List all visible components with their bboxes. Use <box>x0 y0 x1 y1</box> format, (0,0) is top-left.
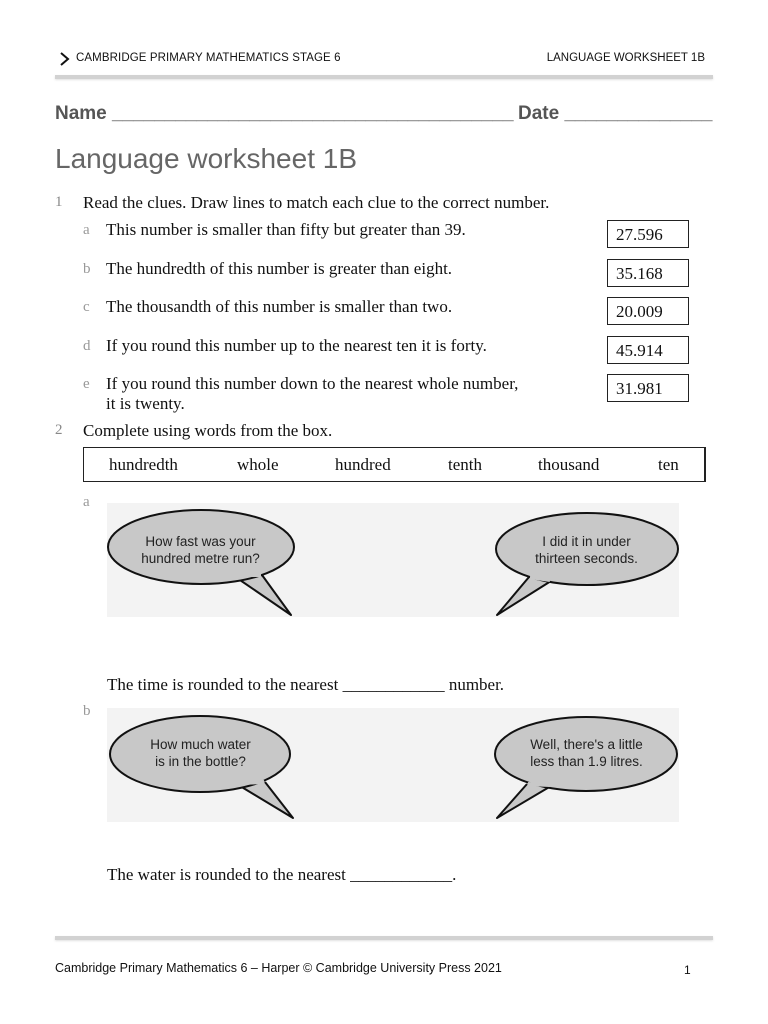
clue-b-letter: b <box>83 261 91 277</box>
clue-e-text-continued: it is twenty. <box>106 394 185 413</box>
clue-e-letter: e <box>83 376 90 392</box>
header-worksheet-label: LANGUAGE WORKSHEET 1B <box>546 52 705 64</box>
header-divider <box>55 75 713 79</box>
question-2-instruction: Complete using words from the box. <box>83 421 333 440</box>
part-a-sentence: The time is rounded to the nearest ____________ number. <box>107 675 505 694</box>
chevron-right-icon <box>58 51 72 67</box>
clue-b-text: The hundredth of this number is greater than eight. <box>106 259 453 278</box>
clue-c-letter: c <box>83 299 90 315</box>
word-box-item: ten <box>658 455 679 474</box>
header-series-title: CAMBRIDGE PRIMARY MATHEMATICS STAGE 6 <box>76 52 341 64</box>
speech-scene-b <box>107 708 679 822</box>
word-box-item: whole <box>237 455 279 474</box>
speech-scene-a <box>107 503 679 617</box>
word-box-item: hundred <box>335 455 391 474</box>
question-2-number: 2 <box>55 422 63 438</box>
question-1-number: 1 <box>55 194 63 210</box>
name-field-line: Name ______________________________________ <box>55 103 514 124</box>
speech-bubble-right-text: I did it in under thirteen seconds. <box>535 534 638 566</box>
speech-bubble-right-text: Well, there's a little less than 1.9 litres. <box>530 737 643 769</box>
footer-copyright: Cambridge Primary Mathematics 6 – Harper © Cambridge University Press 2021 <box>55 961 502 975</box>
question-1-instruction: Read the clues. Draw lines to match each clue to the correct number. <box>83 193 550 212</box>
number-box: 20.009 <box>607 297 689 325</box>
clue-e-text: If you round this number down to the nearest whole number, <box>106 374 519 393</box>
word-box-item: hundredth <box>109 455 178 474</box>
part-b-sentence: The water is rounded to the nearest ____________. <box>107 865 457 884</box>
clue-a-letter: a <box>83 222 90 238</box>
clue-c-text: The thousandth of this number is smaller than two. <box>106 297 453 316</box>
number-box: 35.168 <box>607 259 689 287</box>
speech-bubble-left-text: How fast was your hundred metre run? <box>141 534 260 566</box>
word-box-item: tenth <box>448 455 482 474</box>
speech-bubble-left-text: How much water is in the bottle? <box>150 737 251 769</box>
page-number: 1 <box>684 963 691 977</box>
clue-d-text: If you round this number up to the nearest ten it is forty. <box>106 336 487 355</box>
part-b-letter: b <box>83 703 91 719</box>
clue-a-text: This number is smaller than fifty but greater than 39. <box>106 220 466 239</box>
date-field-line: Date ______________ <box>518 103 713 124</box>
clue-d-letter: d <box>83 338 91 354</box>
number-box: 27.596 <box>607 220 689 248</box>
part-a-letter: a <box>83 494 90 510</box>
word-box-item: thousand <box>538 455 600 474</box>
number-box: 31.981 <box>607 374 689 402</box>
page-title: Language worksheet 1B <box>55 143 357 174</box>
footer-divider <box>55 936 713 940</box>
number-box: 45.914 <box>607 336 689 364</box>
